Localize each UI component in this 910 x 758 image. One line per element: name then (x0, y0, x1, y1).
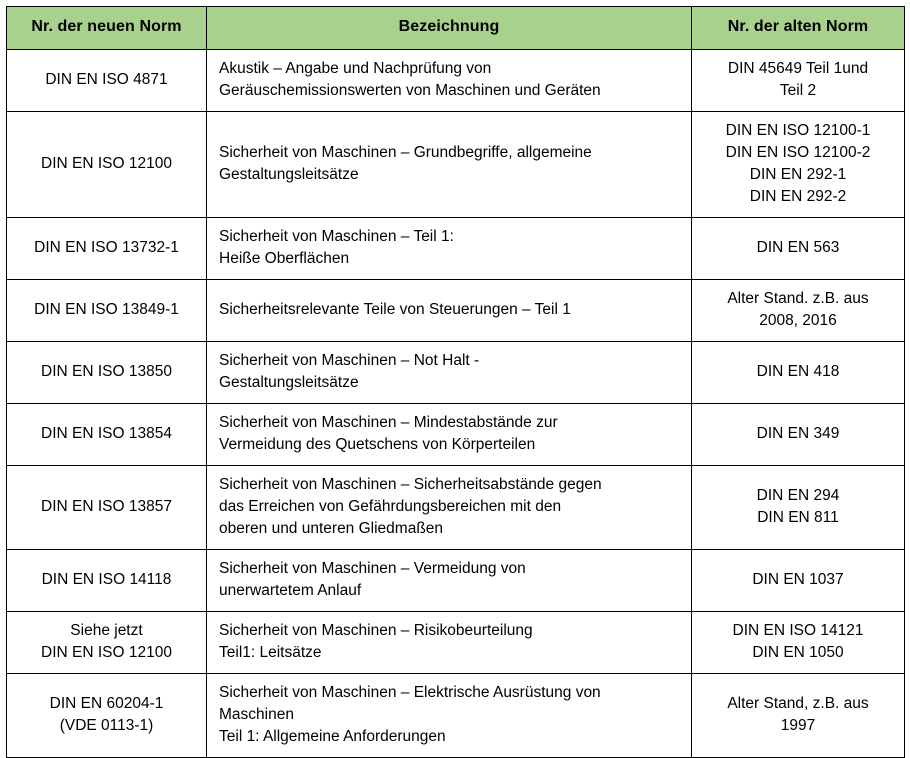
cell-description (207, 611, 692, 673)
cell-line: Siehe jetzt (70, 621, 143, 639)
cell-old-norm (692, 465, 905, 549)
cell-line: DIN EN ISO 14118 (41, 570, 172, 588)
cell-line: DIN EN ISO 13850 (41, 362, 172, 380)
table-row (7, 111, 905, 217)
cell-line: Sicherheit von Maschinen – Sicherheitsabstände gegen (219, 475, 602, 493)
cell-description (207, 49, 692, 111)
cell-old-norm (692, 611, 905, 673)
table-row (7, 341, 905, 403)
table-row (7, 217, 905, 279)
cell-new-norm (7, 673, 207, 757)
cell-line: DIN 45649 Teil 1und (727, 59, 869, 77)
table-row (7, 279, 905, 341)
cell-old-norm (692, 673, 905, 757)
column-header-old-norm: Nr. der alten Norm (692, 7, 905, 50)
standards-mapping-table (6, 6, 905, 758)
cell-old-norm (692, 403, 905, 465)
cell-line: DIN EN ISO 12100 (41, 643, 172, 661)
cell-description (207, 465, 692, 549)
cell-line: DIN EN 294 (756, 486, 840, 504)
cell-line: Teil 2 (779, 81, 817, 99)
cell-line: DIN EN 811 (757, 508, 839, 526)
cell-line: DIN EN ISO 13849-1 (34, 300, 179, 318)
cell-line: DIN EN 418 (756, 362, 840, 380)
table-header (7, 7, 905, 50)
cell-line: Vermeidung des Quetschens von Körperteilen (219, 435, 536, 453)
table-body (7, 49, 905, 757)
cell-description (207, 279, 692, 341)
cell-line: DIN EN 563 (756, 238, 840, 256)
cell-line: DIN EN 1050 (752, 643, 844, 661)
cell-old-norm (692, 549, 905, 611)
cell-line: Sicherheit von Maschinen – Teil 1: (219, 227, 454, 245)
cell-line: Alter Stand, z.B. aus (727, 694, 869, 712)
cell-line: Sicherheitsrelevante Teile von Steuerungen – Teil 1 (219, 300, 571, 318)
cell-old-norm (692, 279, 905, 341)
cell-line: Maschinen (219, 705, 294, 723)
cell-description (207, 403, 692, 465)
cell-line: oberen und unteren Gliedmaßen (219, 519, 444, 537)
cell-new-norm (7, 217, 207, 279)
cell-line: DIN EN 1037 (752, 570, 844, 588)
cell-old-norm (692, 111, 905, 217)
cell-line: DIN EN ISO 13732-1 (34, 238, 179, 256)
cell-new-norm (7, 611, 207, 673)
cell-line: Sicherheit von Maschinen – Vermeidung von (219, 559, 526, 577)
cell-new-norm (7, 279, 207, 341)
cell-line: 2008, 2016 (759, 311, 837, 329)
cell-line: (VDE 0113-1) (59, 716, 154, 734)
cell-description (207, 217, 692, 279)
cell-line: Heiße Oberflächen (219, 249, 350, 267)
cell-description (207, 341, 692, 403)
cell-new-norm (7, 465, 207, 549)
cell-line: Sicherheit von Maschinen – Not Halt - (219, 351, 480, 369)
cell-description (207, 111, 692, 217)
cell-line: DIN EN ISO 13854 (41, 424, 172, 442)
cell-line: DIN EN 292-2 (749, 187, 847, 205)
cell-line: Geräuschemissionswerten von Maschinen und Geräten (219, 81, 601, 99)
cell-new-norm (7, 49, 207, 111)
cell-line: DIN EN ISO 14121 (732, 621, 864, 639)
cell-description (207, 673, 692, 757)
cell-line: Teil1: Leitsätze (219, 643, 322, 661)
cell-line: Alter Stand. z.B. aus (727, 289, 869, 307)
cell-line: DIN EN ISO 13857 (41, 497, 172, 515)
table-header-row (7, 7, 905, 50)
cell-description (207, 549, 692, 611)
cell-line: unerwartetem Anlauf (219, 581, 362, 599)
cell-line: Akustik – Angabe und Nachprüfung von (219, 59, 492, 77)
cell-line: DIN EN ISO 12100 (41, 154, 172, 172)
cell-line: Sicherheit von Maschinen – Elektrische Ausrüstung von (219, 683, 601, 701)
cell-line: Sicherheit von Maschinen – Mindestabstände zur (219, 413, 558, 431)
cell-line: DIN EN 292-1 (749, 165, 847, 183)
cell-line: das Erreichen von Gefährdungsbereichen mit den (219, 497, 562, 515)
cell-line: DIN EN ISO 4871 (45, 70, 168, 88)
column-header-description: Bezeichnung (207, 7, 692, 50)
table-row (7, 611, 905, 673)
cell-new-norm (7, 341, 207, 403)
cell-old-norm (692, 341, 905, 403)
table-row (7, 673, 905, 757)
cell-line: DIN EN 349 (756, 424, 840, 442)
table-row (7, 49, 905, 111)
cell-new-norm (7, 403, 207, 465)
cell-new-norm (7, 111, 207, 217)
cell-line: DIN EN 60204-1 (49, 694, 164, 712)
cell-line: 1997 (780, 716, 816, 734)
table-row (7, 549, 905, 611)
cell-line: Sicherheit von Maschinen – Grundbegriffe, allgemeine (219, 143, 592, 161)
cell-new-norm (7, 549, 207, 611)
cell-line: DIN EN ISO 12100-2 (725, 143, 871, 161)
cell-old-norm (692, 49, 905, 111)
cell-line: DIN EN ISO 12100-1 (725, 121, 871, 139)
column-header-new-norm: Nr. der neuen Norm (7, 7, 207, 50)
cell-line: Gestaltungsleitsätze (219, 165, 359, 183)
cell-line: Teil 1: Allgemeine Anforderungen (219, 727, 446, 745)
table-row (7, 465, 905, 549)
cell-line: Gestaltungsleitsätze (219, 373, 359, 391)
cell-line: Sicherheit von Maschinen – Risikobeurteilung (219, 621, 533, 639)
cell-old-norm (692, 217, 905, 279)
table-row (7, 403, 905, 465)
